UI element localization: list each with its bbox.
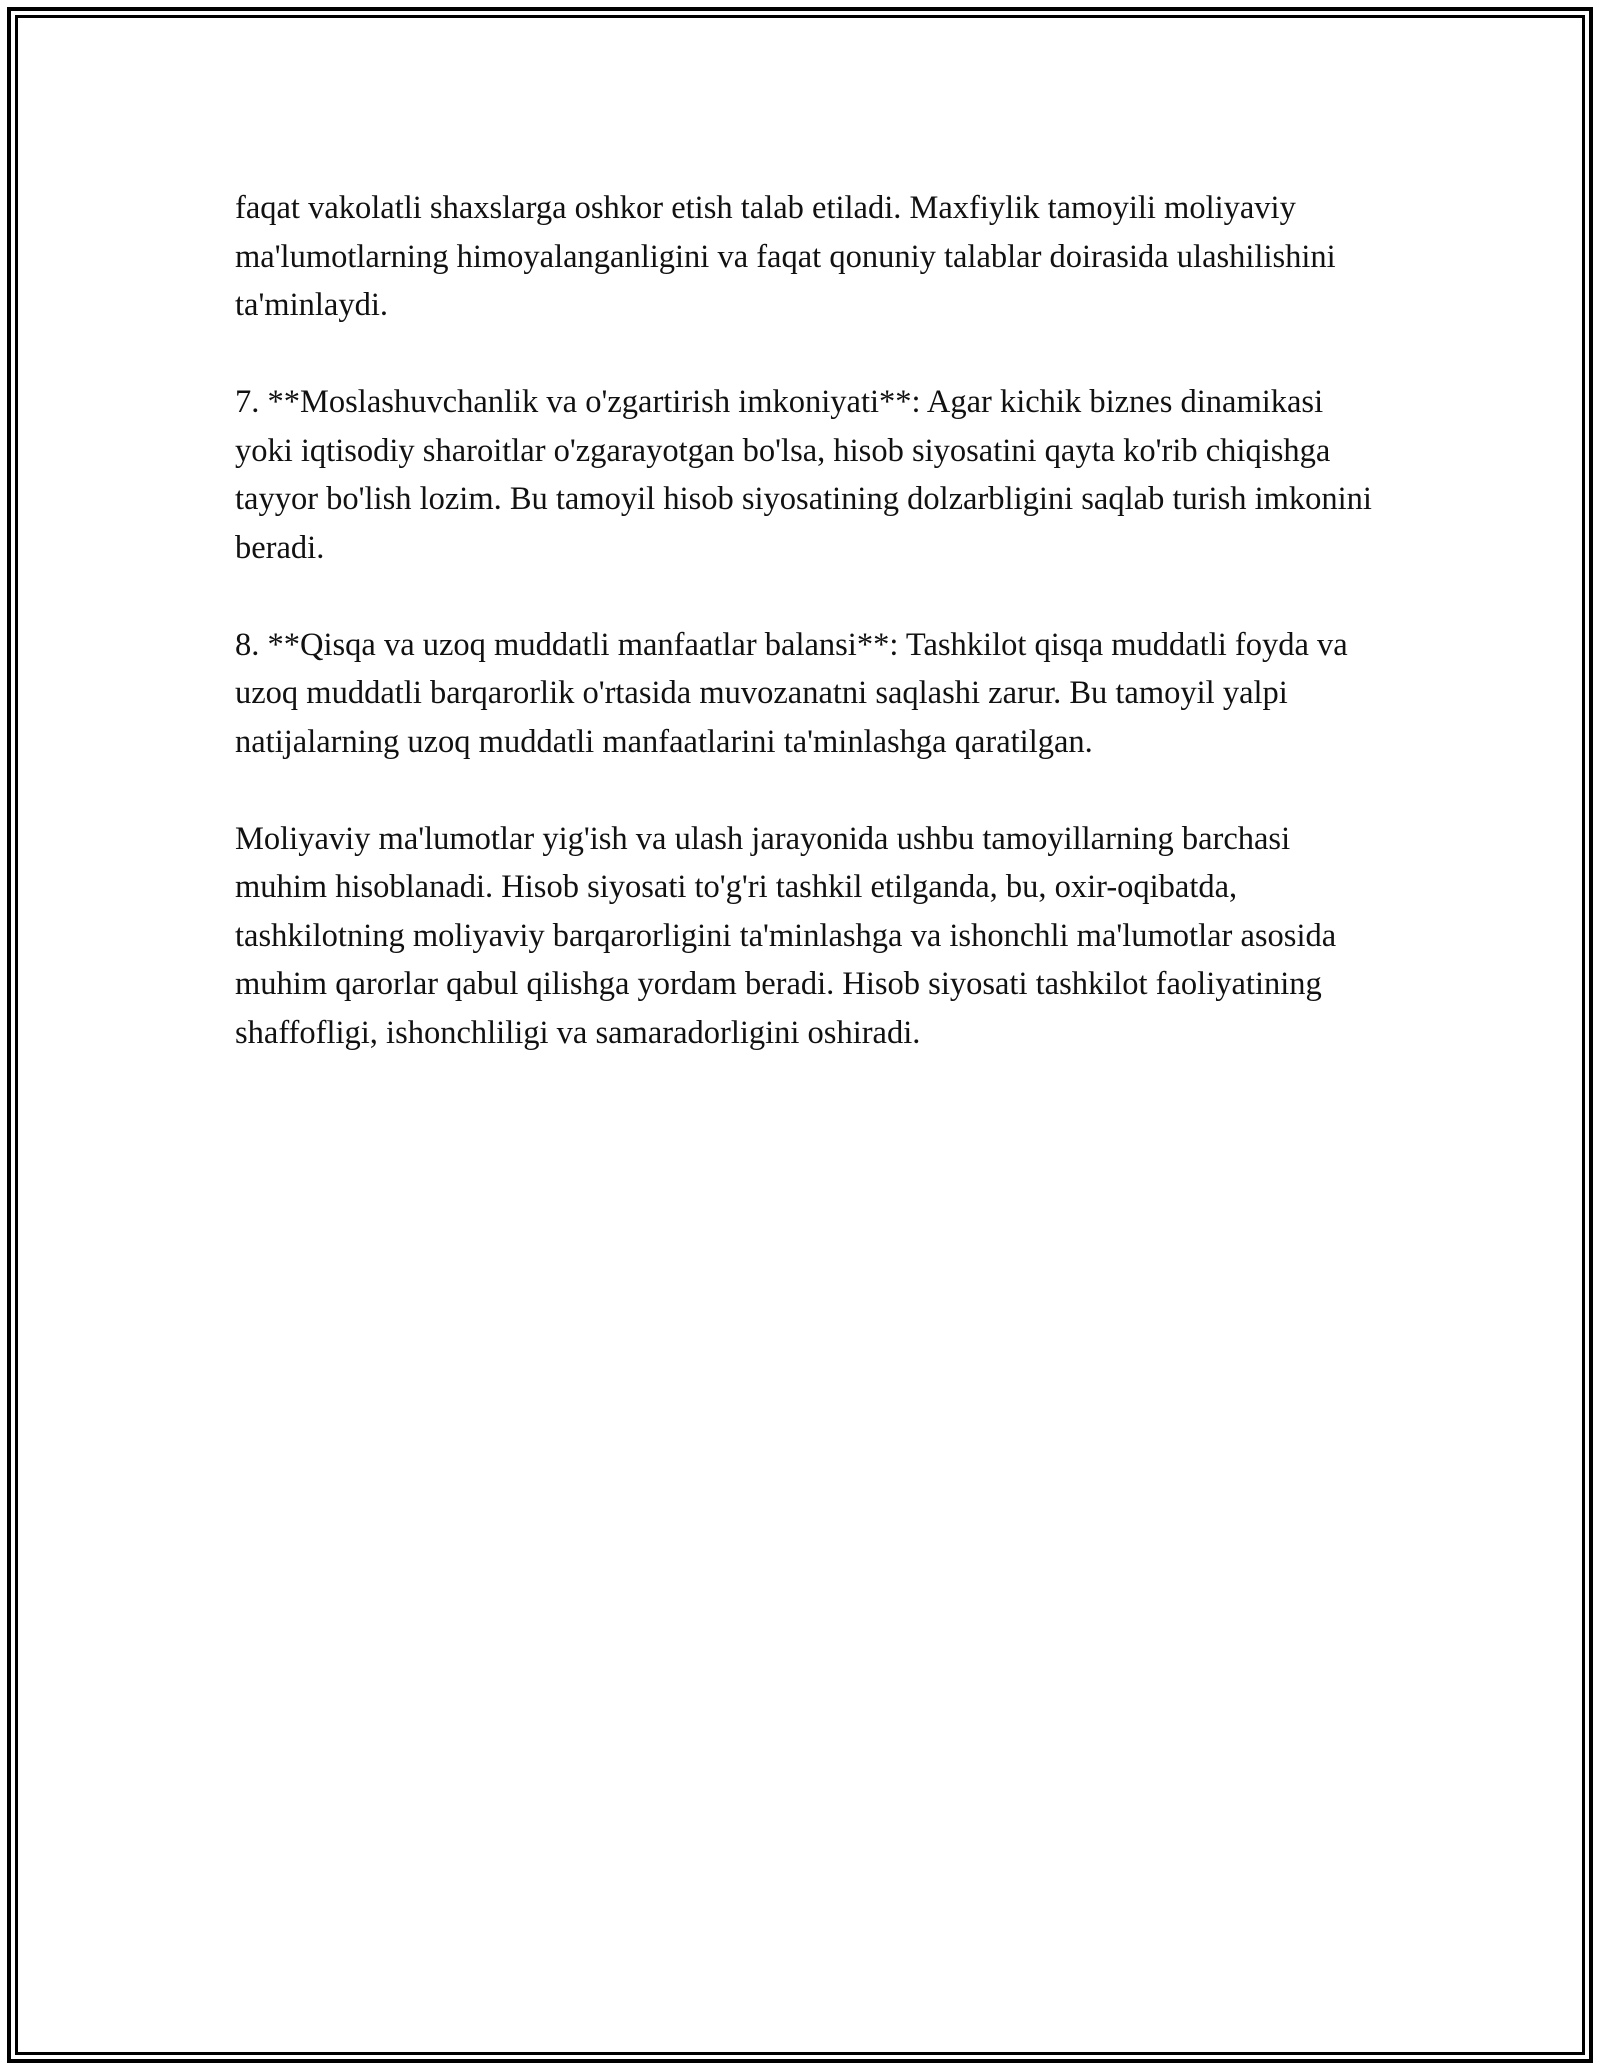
paragraph-confidentiality-continuation: faqat vakolatli shaxslarga oshkor etish talab etiladi. Maxfiylik tamoyili moliyaviy ma'lumotlarning himoyalanganligini va faqat qonuniy talablar doirasida ulashilishini ta'minlaydi. [235, 190, 1336, 323]
paragraph-item-8-balance: 8. **Qisqa va uzoq muddatli manfaatlar balansi**: Tashkilot qisqa muddatli foyda va uzoq muddatli barqarorlik o'rtasida muvozanatni saqlashi zarur. Bu tamoyil yalpi natijalarning uzoq muddatli manfaatlarini ta'minlashga qaratilgan. [235, 626, 1348, 760]
paragraph-item-7-flexibility: 7. **Moslashuvchanlik va o'zgartirish imkoniyati**: Agar kichik biznes dinamikasi yoki iqtisodiy sharoitlar o'zgarayotgan bo'lsa, hisob siyosatini qayta ko'rib chiqishga tayyor bo'lish lozim. Bu tamoyil hisob siyosatining dolzarbligini saqlab turish imkonini beradi. [235, 384, 1372, 566]
paragraph-conclusion: Moliyaviy ma'lumotlar yig'ish va ulash jarayonida ushbu tamoyillarning barchasi muhim hisoblanadi. Hisob siyosati to'g'ri tashkil etilganda, bu, oxir-oqibatda, tashkilotning moliyaviy barqarorligini ta'minlashga va ishonchli ma'lumotlar asosida muhim qarorlar qabul qilishga yordam beradi. Hisob siyosati tashkilot faoliyatining shaffofligi, ishonchliligi va samaradorligini oshiradi. [235, 820, 1337, 1051]
document-body [235, 184, 1385, 1106]
